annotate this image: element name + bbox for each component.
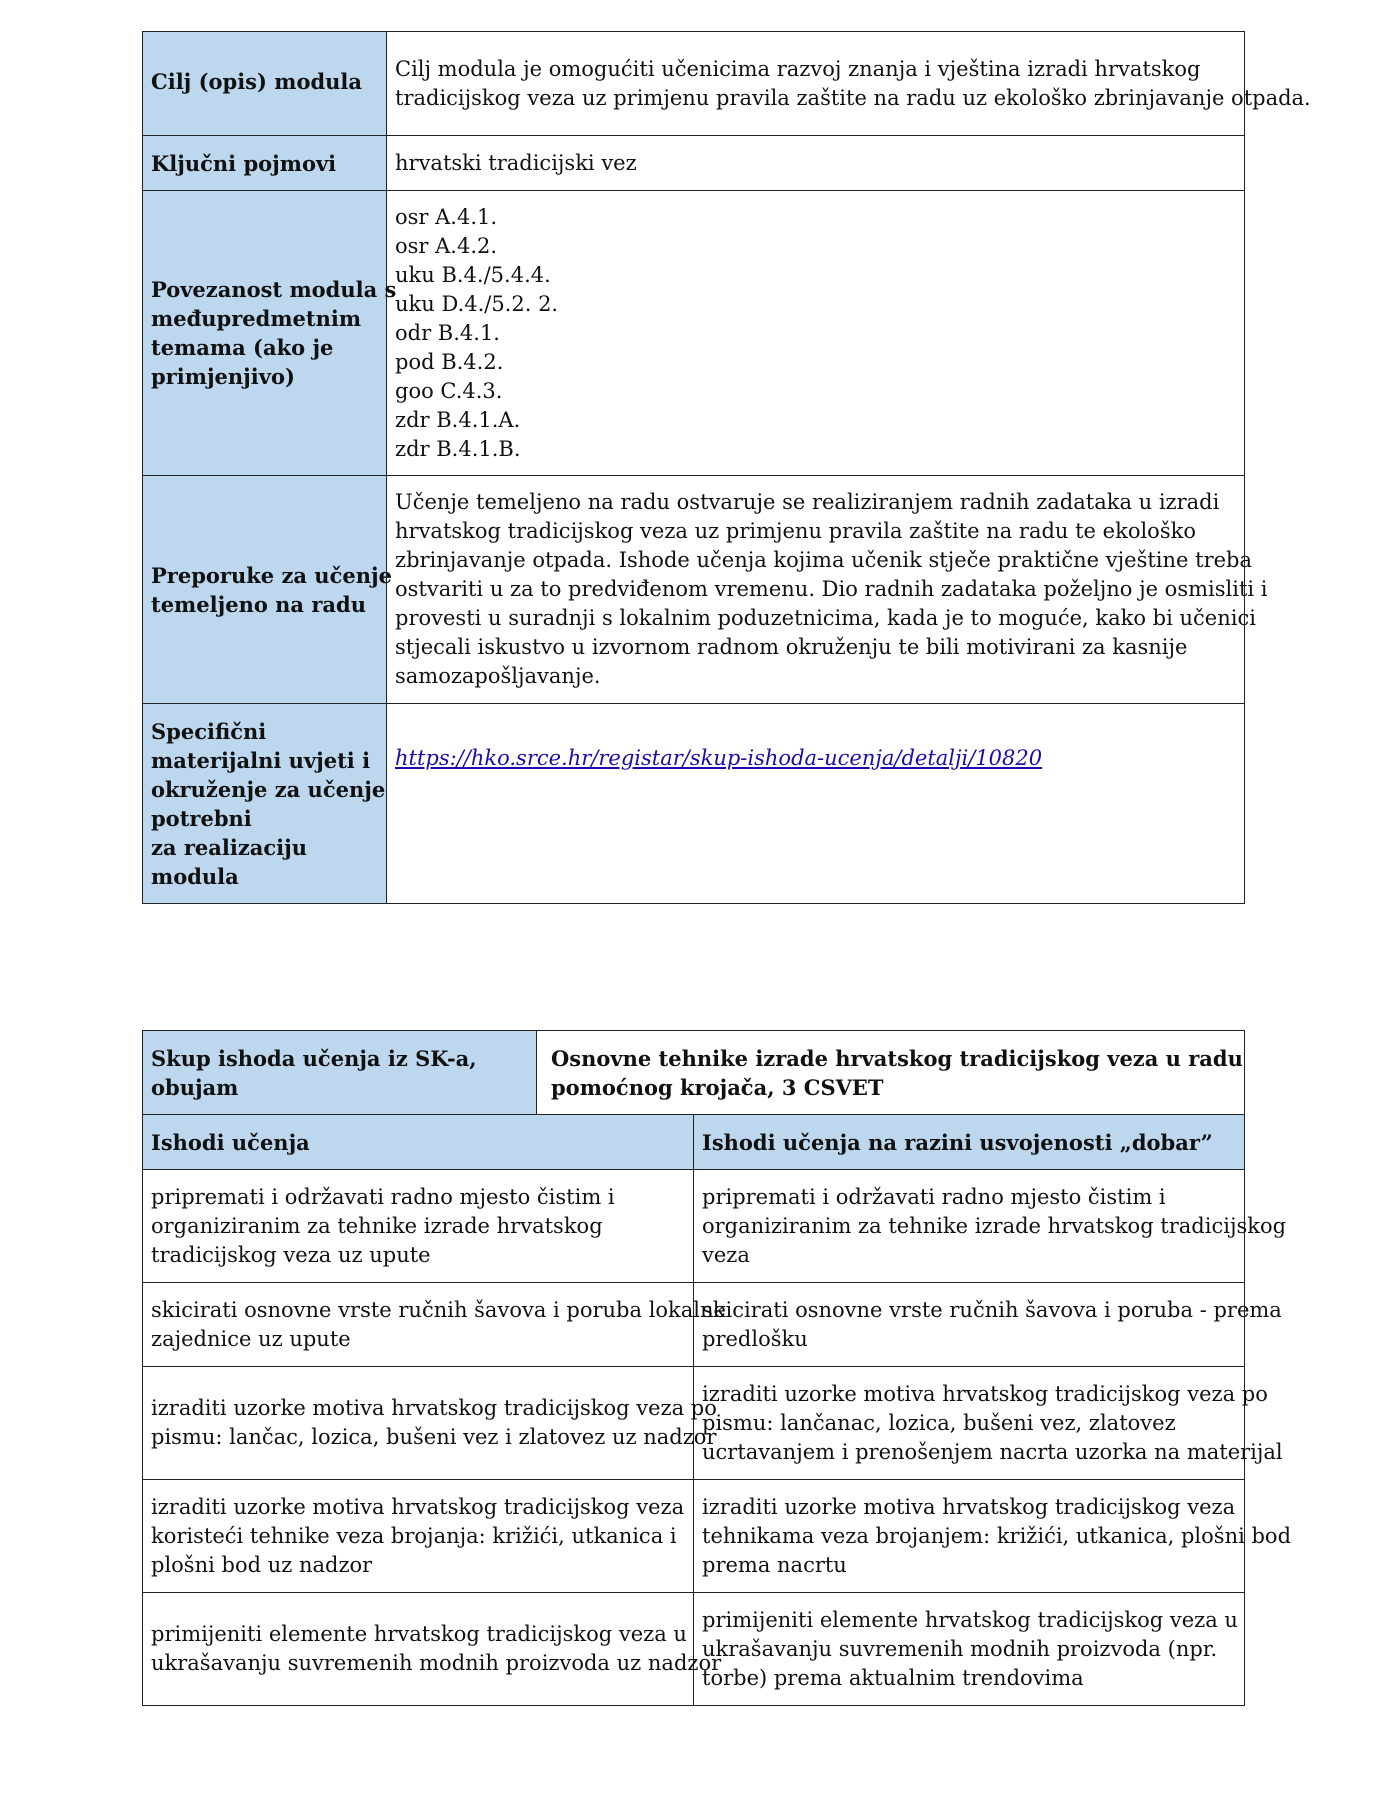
outcome-cell: pripremati i održavati radno mjesto čistim i organiziranim za tehnike izrade hrvatskog tradicijskog veza uz upute [143,1170,694,1283]
conditions-link-cell [387,704,1245,904]
conditions-label: Specifični materijalni uvjeti i okruženje za učenje potrebni za realizaciju modula [143,704,387,904]
good-level-cell: skicirati osnovne vrste ručnih šavova i poruba - prema predlošku [694,1283,1245,1367]
good-level-cell: primijeniti elemente hrvatskog tradicijskog veza u ukrašavanju suvremenih modnih proizvoda (npr. torbe) prema aktualnim trendovima [694,1593,1245,1706]
registry-link[interactable]: https://hko.srce.hr/registar/skup-ishoda-ucenja/detalji/10820 [395,746,1043,770]
col-header-outcomes: Ishodi učenja [143,1115,694,1170]
crosscurricular-label: Povezanost modula s međupredmetnim temama (ako je primjenjivo) [143,191,387,476]
table-row [143,1170,1245,1283]
table-row [143,1480,1245,1593]
good-level-cell: pripremati i održavati radno mjesto čistim i organiziranim za tehnike izrade hrvatskog tradicijskog veza [694,1170,1245,1283]
table-row [143,1593,1245,1706]
set-value: Osnovne tehnike izrade hrvatskog tradicijskog veza u radu pomoćnog krojača, 3 CSVET [537,1031,1245,1115]
keywords-text: hrvatski tradicijski vez [387,136,1245,191]
outcome-cell: skicirati osnovne vrste ručnih šavova i poruba lokalne zajednice uz upute [143,1283,694,1367]
goal-text: Cilj modula je omogućiti učenicima razvoj znanja i vještina izradi hrvatskog tradicijskog veza uz primjenu pravila zaštite na radu uz ekološko zbrinjavanje otpada. [387,32,1245,136]
keywords-row [143,136,1245,191]
good-level-cell: izraditi uzorke motiva hrvatskog tradicijskog veza po pismu: lančanac, lozica, bušeni vez, zlatovez ucrtavanjem i prenošenjem nacrta uzorka na materijal [694,1367,1245,1480]
keywords-label: Ključni pojmovi [143,136,387,191]
col-header-good: Ishodi učenja na razini usvojenosti „dobar” [694,1115,1245,1170]
work-based-text: Učenje temeljeno na radu ostvaruje se realiziranjem radnih zadataka u izradi hrvatskog tradicijskog veza uz primjenu pravila zaštite na radu te ekološko zbrinjavanje otpada. Ishode učenja kojima učenik stječe praktične vještine treba ostvariti u za to predviđenom vremenu. Dio radnih zadataka poželjno je osmisliti i provesti u suradnji s lokalnim poduzetnicima, kada je to moguće, kako bi učenici stjecali iskustvo u izvornom radnom okruženju te bili motivirani za kasnije samozapošljavanje. [387,476,1245,704]
outcomes-header-row [143,1115,1245,1170]
outcome-cell: primijeniti elemente hrvatskog tradicijskog veza u ukrašavanju suvremenih modnih proizvoda uz nadzor [143,1593,694,1706]
goal-row [143,32,1245,136]
good-level-cell: izraditi uzorke motiva hrvatskog tradicijskog veza tehnikama veza brojanjem: križići, utkanica, plošni bod prema nacrtu [694,1480,1245,1593]
crosscurricular-row [143,191,1245,476]
outcomes-table [142,1030,1292,1706]
crosscurricular-codes: osr A.4.1. osr A.4.2. uku B.4./5.4.4. uku D.4./5.2. 2. odr B.4.1. pod B.4.2. goo C.4.3. zdr B.4.1.A. zdr B.4.1.B. [387,191,1245,476]
outcome-cell: izraditi uzorke motiva hrvatskog tradicijskog veza koristeći tehnike veza brojanja: križići, utkanica i plošni bod uz nadzor [143,1480,694,1593]
table-row [143,1367,1245,1480]
conditions-row [143,704,1245,904]
work-based-label: Preporuke za učenje temeljeno na radu [143,476,387,704]
work-based-row [143,476,1245,704]
table-row [143,1283,1245,1367]
set-row [143,1031,1245,1115]
goal-label: Cilj (opis) modula [143,32,387,136]
module-info-table [142,31,1311,904]
outcome-cell: izraditi uzorke motiva hrvatskog tradicijskog veza po pismu: lančac, lozica, bušeni vez i zlatovez uz nadzor [143,1367,694,1480]
set-label: Skup ishoda učenja iz SK-a, obujam [143,1031,537,1115]
